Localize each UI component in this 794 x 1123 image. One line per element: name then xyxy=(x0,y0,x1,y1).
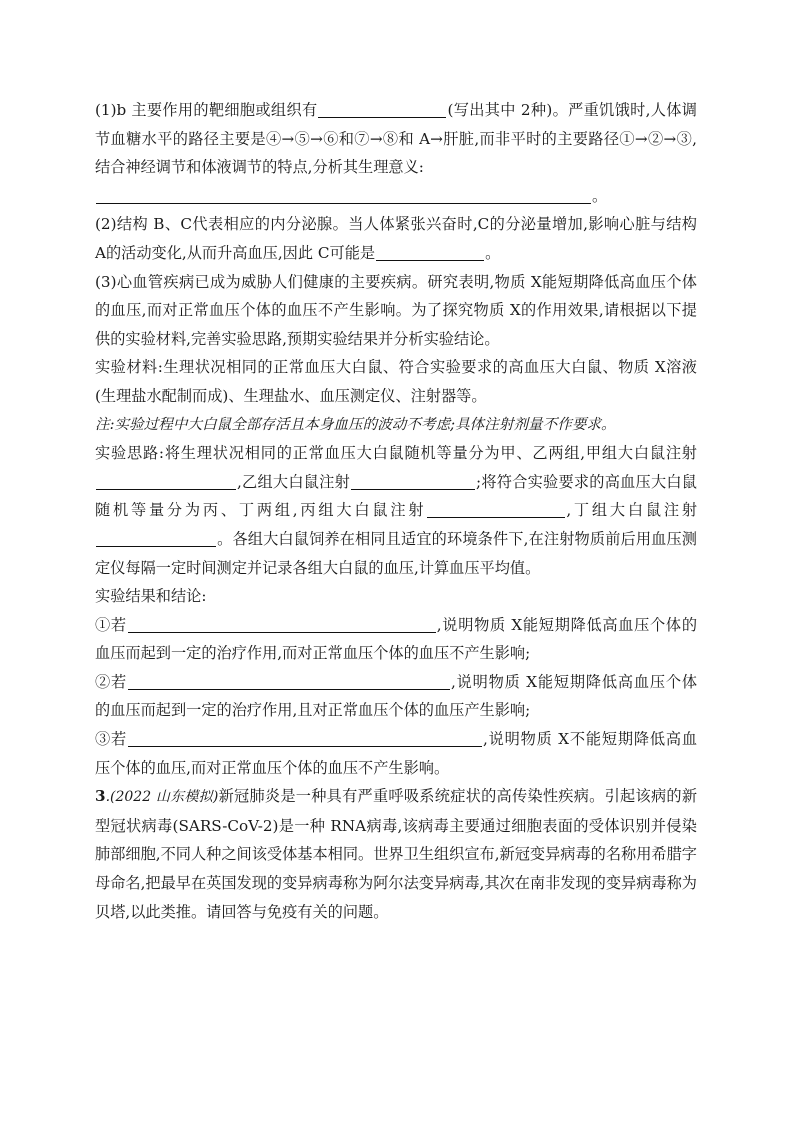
paragraph-results-heading: 实验结果和结论: xyxy=(95,587,207,606)
text: 。 xyxy=(592,186,608,205)
text: (1)b 主要作用的靶细胞或组织有 xyxy=(95,101,318,119)
question-number: 3 xyxy=(95,787,106,806)
answer-blank[interactable] xyxy=(376,242,484,261)
text: 。各组大白鼠饲养在相同且适宜的环境条件下,在注射物质前后用血压测定仪每隔一定时间测定并记录各组大白鼠的血压,计算血压平均值。 xyxy=(95,529,697,577)
answer-blank[interactable] xyxy=(96,471,236,490)
answer-blank[interactable] xyxy=(351,471,475,490)
question-source: .(2022 山东模拟) xyxy=(105,789,219,806)
paragraph-2 xyxy=(95,210,697,267)
note: 注:实验过程中大白鼠全部存活且本身血压的波动不考虑;具体注射剂量不作要求。 xyxy=(95,415,616,433)
text: ,乙组大白鼠注射 xyxy=(237,472,350,491)
answer-blank[interactable] xyxy=(96,528,216,547)
result-3 xyxy=(95,725,697,782)
paragraph-materials: 实验材料:生理状况相同的正常血压大白鼠、符合实验要求的高血压大白鼠、物质 X溶液(生理盐水配制而成)、生理盐水、血压测定仪、注射器等。 xyxy=(95,358,697,405)
text: 。 xyxy=(485,243,501,262)
answer-blank[interactable] xyxy=(318,99,446,118)
answer-blank[interactable] xyxy=(128,671,450,690)
result-1 xyxy=(95,611,697,668)
text: ②若 xyxy=(95,672,127,691)
text: ,说明物质 X不能短期降低高血压个体的血压,而对正常血压个体的血压不产生影响。 xyxy=(95,730,698,777)
text: (写出其中 2种)。严重饥饿时,人体调节血糖水平的路径主要是④→⑤→⑥和⑦→⑧和 A→肝脏,而非平时的主要路径①→②→③,结合神经调节和体液调节的特点,分析其生理意义: xyxy=(95,101,697,177)
text: ,说明物质 X能短期降低高血压个体的血压而起到一定的治疗作用,而对正常血压个体的血压不产生影响; xyxy=(95,615,698,663)
answer-blank[interactable] xyxy=(128,614,436,633)
answer-blank[interactable] xyxy=(128,728,482,747)
text: ①若 xyxy=(95,615,127,634)
text: ;将符合实验要求的高血压大白鼠随机等量分为丙、丁两组,丙组大白鼠注射 xyxy=(95,472,697,520)
text: (2)结构 B、C代表相应的内分泌腺。当人体紧张兴奋时,C的分泌量增加,影响心脏与结构 A的活动变化,从而升高血压,因此 C可能是 xyxy=(95,215,697,262)
text: 实验思路:将生理状况相同的正常血压大白鼠随机等量分为甲、乙两组,甲组大白鼠注射 xyxy=(95,444,697,463)
result-2 xyxy=(95,668,697,725)
paragraph-method xyxy=(95,439,697,582)
text: ③若 xyxy=(95,730,127,749)
answer-blank[interactable] xyxy=(427,499,565,518)
paragraph-1 xyxy=(95,96,697,182)
paragraph-3: (3)心血管疾病已成为威胁人们健康的主要疾病。研究表明,物质 X能短期降低高血压个体的血压,而对正常血压个体的血压不产生影响。为了探究物质 X的作用效果,请根据以下提供的实验材料,完善实验思路,预期实验结果并分析实验结论。 xyxy=(95,272,697,348)
text: ,丁组大白鼠注射 xyxy=(566,501,698,520)
answer-blank[interactable] xyxy=(96,185,591,204)
question-3 xyxy=(95,782,697,926)
document-body xyxy=(95,96,697,926)
paragraph-1-answer-line xyxy=(95,182,697,211)
text: ,说明物质 X能短期降低高血压个体的血压而起到一定的治疗作用,且对正常血压个体的血压产生影响; xyxy=(95,672,698,720)
text: 新冠肺炎是一种具有严重呼吸系统症状的高传染性疾病。引起该病的新型冠状病毒(SARS-CoV-2)是一种 RNA病毒,该病毒主要通过细胞表面的受体识别并侵染肺部细胞,不同人种之间该受体基本相同。世界卫生组织宣布,新冠变异病毒的名称用希腊字母命名,把最早在英国发现的变异病毒称为阿尔法变异病毒,其次在南非发现的变异病毒称为贝塔,以此类推。请回答与免疫有关的问题。 xyxy=(95,787,698,921)
